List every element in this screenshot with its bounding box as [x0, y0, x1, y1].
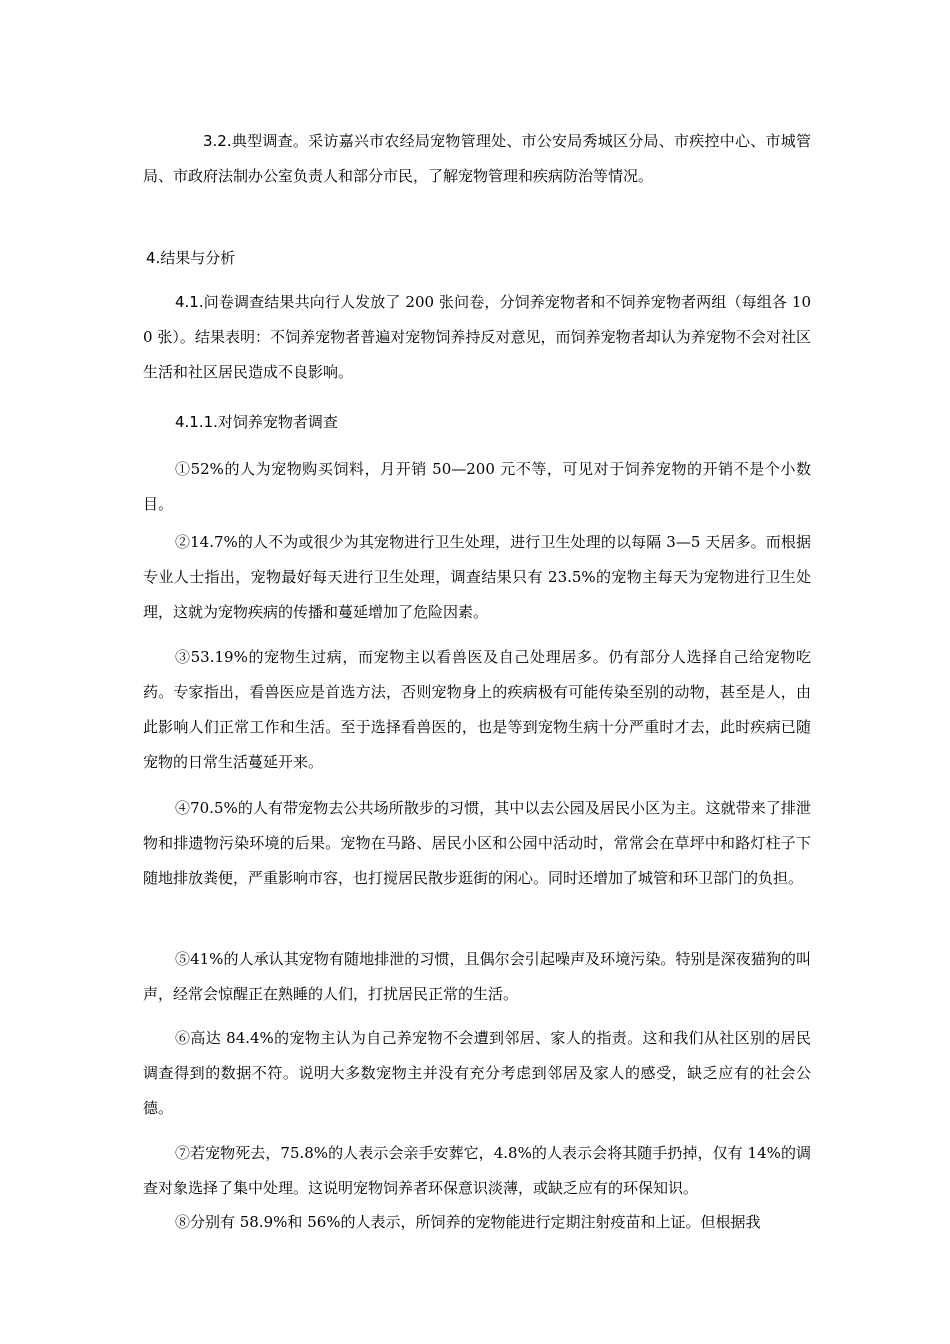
survey-paragraph-2: ②14.7%的人不为或很少为其宠物进行卫生处理，进行卫生处理的以每隔 3—5 天居多。而根据专业人士指出，宠物最好每天进行卫生处理，调查结果只有 23.5%的宠物主每天为宠物进行卫生处理，这就为宠物疾病的传播和蔓延增加了危险因素。 — [143, 533, 811, 621]
survey-paragraph-8: ⑧分别有 58.9%和 56%的人表示，所饲养的宠物能进行定期注射疫苗和上证。但根据我 — [175, 1213, 761, 1231]
section-3-2-paragraph — [143, 124, 811, 194]
survey-paragraph-3: ③53.19%的宠物生过病，而宠物主以看兽医及自己处理居多。仍有部分人选择自己给宠物吃药。专家指出，看兽医应是首选方法，否则宠物身上的疾病极有可能传染至别的动物，甚至是人，由此影响人们正常工作和生活。至于选择看兽医的，也是等到宠物生病十分严重时才去，此时疾病已随宠物的日常生活蔓延开来。 — [143, 648, 811, 771]
survey-paragraph-6: ⑥高达 84.4%的宠物主认为自己养宠物不会遭到邻居、家人的指责。这和我们从社区别的居民调查得到的数据不符。说明大多数宠物主并没有充分考虑到邻居及家人的感受，缺乏应有的社会公德。 — [143, 1029, 811, 1117]
survey-paragraph-4: ④70.5%的人有带宠物去公共场所散步的习惯，其中以去公园及居民小区为主。这就带来了排泄物和排遗物污染环境的后果。宠物在马路、居民小区和公园中活动时，常常会在草坪中和路灯柱子下随地排放粪便，严重影响市容，也打搅居民散步逛街的闲心。同时还增加了城管和环卫部门的负担。 — [143, 799, 811, 887]
survey-paragraph-7: ⑦若宠物死去，75.8%的人表示会亲手安葬它，4.8%的人表示会将其随手扔掉，仅有 14%的调查对象选择了集中处理。这说明宠物饲养者环保意识淡薄，或缺乏应有的环保知识。 — [143, 1144, 811, 1197]
section-4-1-heading: 4.1.问卷调查结果 — [175, 293, 295, 311]
section-4-1-paragraph — [143, 285, 811, 390]
section-4-heading: 4.结果与分析 — [146, 249, 236, 267]
section-4-1-body: 共向行人发放了 200 张问卷，分饲养宠物者和不饲养宠物者两组（每组各 100 张）。结果表明：不饲养宠物者普遍对宠物饲养持反对意见，而饲养宠物者却认为养宠物不会对社区生活和社区居民造成不良影响。 — [143, 293, 811, 381]
section-3-2-body: 采访嘉兴市农经局宠物管理处、市公安局秀城区分局、市疾控中心、市城管局、市政府法制办公室负责人和部分市民，了解宠物管理和疾病防治等情况。 — [143, 132, 811, 185]
section-3-2-heading: 3.2.典型调查。 — [203, 132, 309, 150]
survey-paragraph-5: ⑤41%的人承认其宠物有随地排泄的习惯，且偶尔会引起噪声及环境污染。特别是深夜猫狗的叫声，经常会惊醒正在熟睡的人们，打扰居民正常的生活。 — [143, 950, 811, 1003]
survey-paragraph-1: ①52%的人为宠物购买饲料，月开销 50—200 元不等，可见对于饲养宠物的开销不是个小数目。 — [143, 460, 811, 513]
section-4-1-1-heading: 4.1.1.对饲养宠物者调查 — [175, 413, 338, 431]
